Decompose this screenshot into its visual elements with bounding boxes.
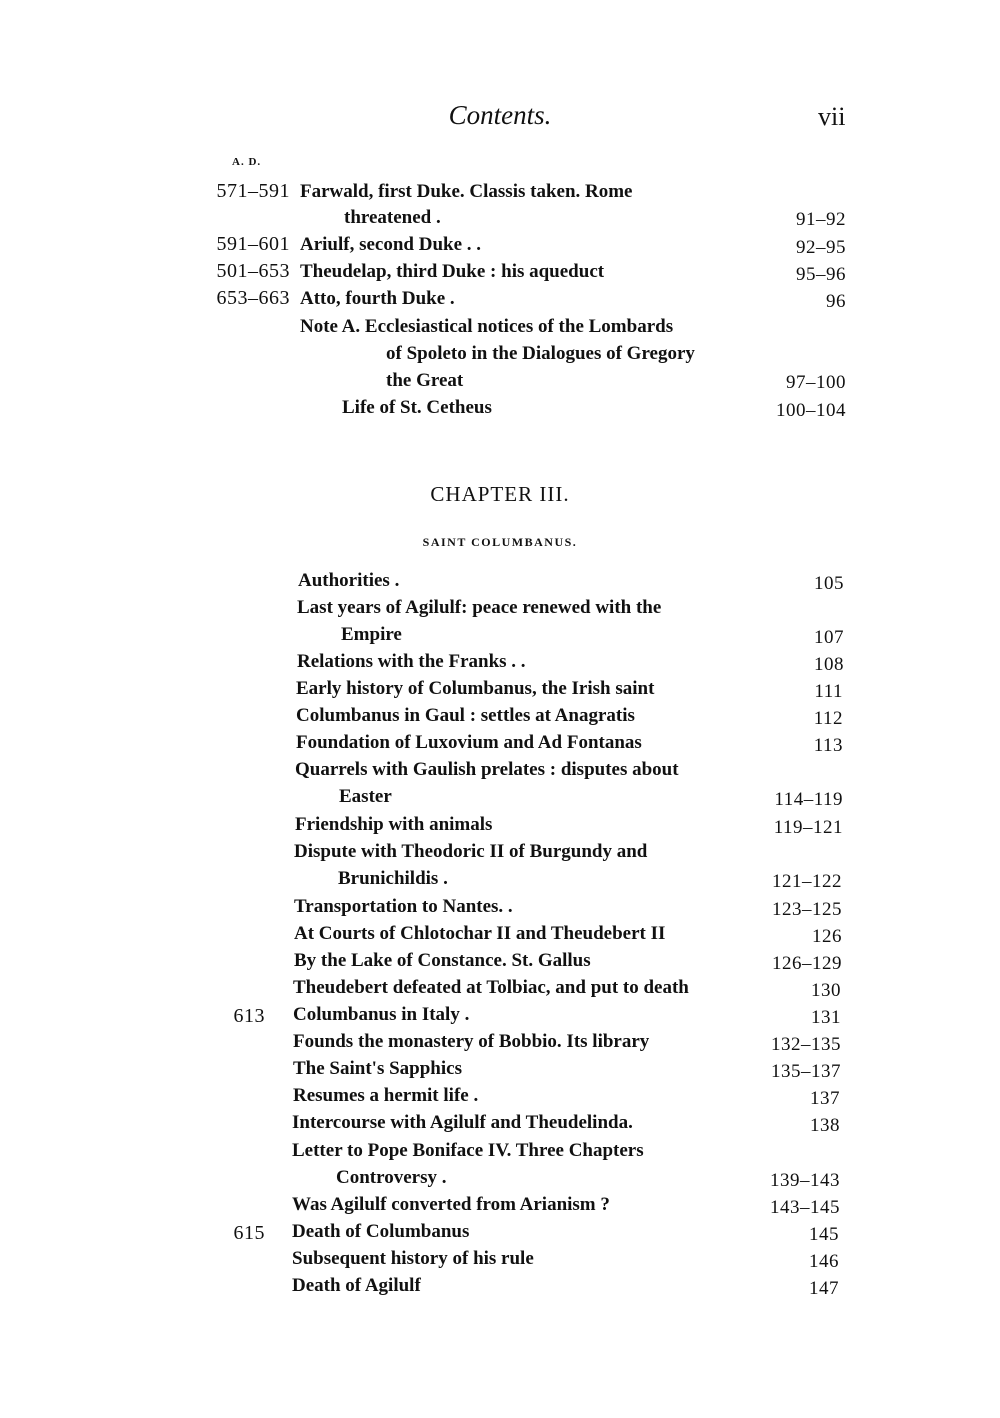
entry-line: Columbanus in Gaul : settles at Anagratis — [296, 705, 635, 726]
toc-entry — [0, 811, 1000, 839]
entry-line: Dispute with Theodoric II of Burgundy and — [294, 841, 648, 862]
entry-pages: 105 — [814, 573, 844, 594]
entry-line: Friendship with animals — [295, 814, 493, 835]
entry-pages: 97–100 — [786, 372, 846, 393]
entry-line: of Spoleto in the Dialogues of Gregory — [386, 343, 695, 364]
toc-entry — [0, 920, 1000, 948]
chapter-subtitle: SAINT COLUMBANUS. — [422, 535, 578, 549]
toc-entry — [0, 178, 1000, 234]
entry-line: Resumes a hermit life . — [293, 1085, 479, 1106]
entry-date: 615 — [233, 1222, 265, 1244]
entry-line: At Courts of Chlotochar II and Theudebert II — [294, 923, 666, 944]
entry-pages: 113 — [813, 735, 843, 756]
toc-entry — [0, 1001, 1000, 1029]
entry-line: Controversy . — [336, 1167, 447, 1188]
running-title: Contents. — [448, 100, 552, 130]
entry-line: Was Agilulf converted from Arianism ? — [292, 1194, 610, 1215]
toc-entry — [0, 1028, 1000, 1056]
entry-line: Death of Agilulf — [292, 1275, 421, 1296]
entry-line: Brunichildis . — [338, 868, 448, 889]
toc-entry — [0, 838, 1000, 894]
entry-line: Letter to Pope Boniface IV. Three Chapters — [292, 1140, 644, 1161]
entry-pages: 100–104 — [776, 400, 846, 421]
entry-line: Last years of Agilulf: peace renewed with the — [297, 597, 662, 618]
toc-entry — [0, 1245, 1000, 1273]
page-number: vii — [818, 102, 846, 131]
toc-entry — [0, 231, 1000, 259]
entry-date: 571–591 — [216, 180, 290, 202]
entry-pages: 107 — [814, 627, 844, 648]
toc-entry — [0, 285, 1000, 313]
toc-entry — [0, 258, 1000, 286]
toc-entry — [0, 1137, 1000, 1193]
entry-line: Empire — [341, 624, 402, 645]
toc-entry — [0, 648, 1000, 676]
entry-pages: 143–145 — [770, 1197, 840, 1218]
entry-line: Transportation to Nantes. . — [294, 896, 513, 917]
chapter-heading: CHAPTER III. — [430, 482, 570, 506]
entry-line: Subsequent history of his rule — [292, 1248, 534, 1269]
entry-pages: 108 — [814, 654, 844, 675]
entry-date: 613 — [233, 1005, 265, 1027]
entry-pages: 139–143 — [770, 1170, 840, 1191]
entry-line: Relations with the Franks . . — [297, 651, 526, 672]
entry-pages: 111 — [814, 681, 843, 702]
entry-line: Foundation of Luxovium and Ad Fontanas — [296, 732, 642, 753]
toc-entry — [0, 394, 1000, 422]
entry-line: the Great — [386, 370, 464, 391]
entry-pages: 121–122 — [772, 871, 842, 892]
toc-entry — [0, 729, 1000, 757]
toc-entry — [0, 702, 1000, 730]
entry-date: 591–601 — [216, 233, 290, 255]
entry-line: Easter — [339, 786, 392, 807]
toc-entry — [0, 567, 1000, 595]
entry-pages: 92–95 — [796, 237, 846, 258]
entry-pages: 123–125 — [772, 899, 842, 920]
toc-entry — [0, 947, 1000, 975]
entry-pages: 138 — [810, 1115, 840, 1136]
entry-line: By the Lake of Constance. St. Gallus — [294, 950, 591, 971]
toc-entry — [0, 1272, 1000, 1300]
entry-line: Authorities . — [298, 570, 400, 591]
entry-date: 501–653 — [216, 260, 290, 282]
entry-line: Intercourse with Agilulf and Theudelinda. — [292, 1112, 633, 1133]
entry-pages: 131 — [811, 1007, 841, 1028]
entry-line: Life of St. Cetheus — [342, 397, 492, 418]
toc-entry — [0, 675, 1000, 703]
entry-line: Columbanus in Italy . — [293, 1004, 470, 1025]
entry-pages: 119–121 — [773, 817, 843, 838]
entry-line: Note A. Ecclesiastical notices of the Lombards — [300, 316, 674, 337]
entry-line: threatened . — [344, 207, 441, 228]
toc-entry — [0, 893, 1000, 921]
entry-pages: 137 — [810, 1088, 840, 1109]
entry-line: Founds the monastery of Bobbio. Its library — [293, 1031, 650, 1052]
entry-pages: 147 — [809, 1278, 839, 1299]
entry-pages: 96 — [826, 291, 846, 312]
entry-line: Atto, fourth Duke . — [300, 288, 455, 309]
entry-line: Theudebert defeated at Tolbiac, and put to death — [293, 977, 689, 998]
entry-line: Ariulf, second Duke . . — [300, 234, 482, 255]
toc-entry — [0, 1218, 1000, 1246]
toc-entry — [0, 756, 1000, 812]
entry-line: Theudelap, third Duke : his aqueduct — [300, 261, 605, 282]
toc-entry — [0, 1055, 1000, 1083]
toc-entry — [0, 594, 1000, 650]
entry-pages: 114–119 — [774, 789, 843, 810]
entry-line: Early history of Columbanus, the Irish saint — [296, 678, 655, 699]
entry-pages: 112 — [813, 708, 843, 729]
entry-pages: 145 — [809, 1224, 839, 1245]
entry-line: Quarrels with Gaulish prelates : disputes about — [295, 759, 679, 780]
toc-entry — [0, 1082, 1000, 1110]
entry-pages: 146 — [809, 1251, 839, 1272]
entry-pages: 126–129 — [772, 953, 842, 974]
toc-entry — [0, 974, 1000, 1002]
entry-line: Farwald, first Duke. Classis taken. Rome — [300, 181, 633, 202]
entry-pages: 130 — [811, 980, 841, 1001]
entry-date: 653–663 — [216, 287, 290, 309]
toc-entry — [0, 313, 1000, 397]
entry-pages: 135–137 — [771, 1061, 841, 1082]
entry-pages: 126 — [812, 926, 842, 947]
entry-pages: 132–135 — [771, 1034, 841, 1055]
entry-pages: 91–92 — [796, 209, 846, 230]
toc-entry — [0, 1109, 1000, 1137]
ad-column-label: A. D. — [232, 156, 262, 168]
toc-entry — [0, 1191, 1000, 1219]
entry-pages: 95–96 — [796, 264, 846, 285]
entry-line: The Saint's Sapphics — [293, 1058, 462, 1079]
entry-line: Death of Columbanus — [292, 1221, 470, 1242]
